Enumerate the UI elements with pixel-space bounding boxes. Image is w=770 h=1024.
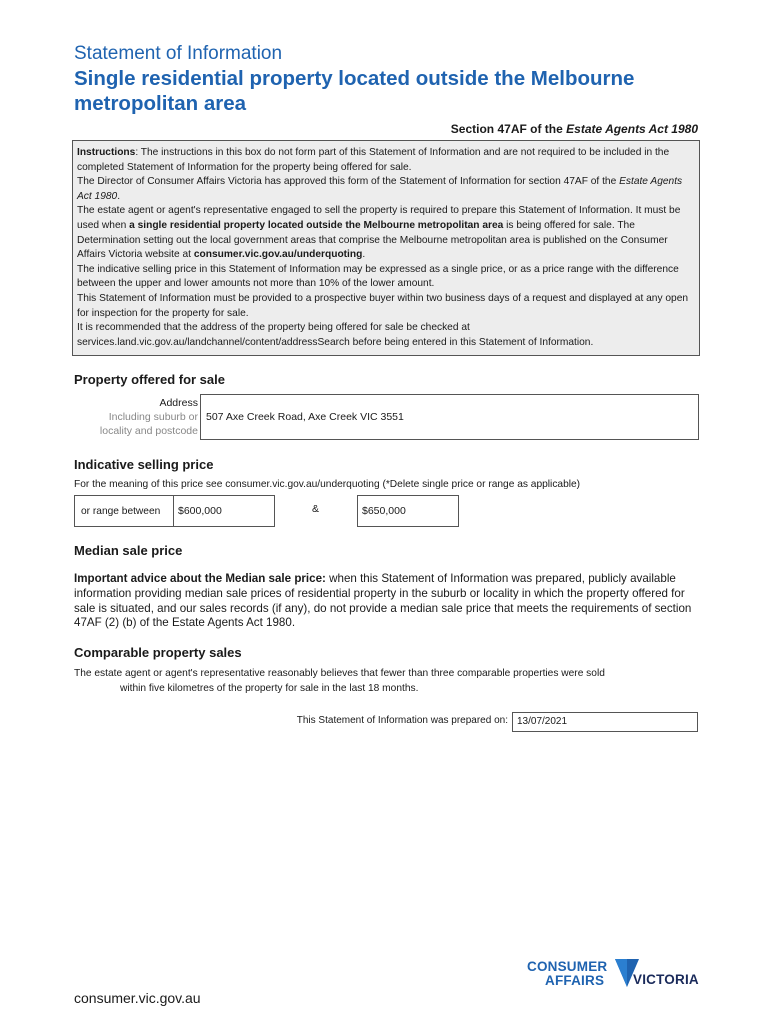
instructions-text: : The instructions in this box do not form part of this Statement of Information and are not required to be included in the completed Statement of Information for the property being offered for sale.	[77, 147, 670, 173]
consumer-affairs-victoria-logo	[527, 957, 705, 1007]
comparable-text	[74, 667, 704, 697]
address-label-line: Including suburb or	[108, 411, 198, 424]
price-meaning-text: For the meaning of this price see consumer.vic.gov.au/underquoting (*Delete single price or range as applicable)	[74, 479, 581, 490]
instructions-text: The Director of Consumer Affairs Victoria has approved this form of the Statement of Information for section 47AF of the	[77, 176, 620, 188]
instructions-text: .	[362, 249, 366, 261]
logo-text-affairs: AFFAIRS	[545, 973, 605, 988]
section-reference	[451, 122, 698, 136]
comparable-line: within five kilometres of the property for sale in the last 18 months.	[120, 682, 419, 694]
prepared-label: This Statement of Information was prepared on:	[296, 715, 508, 726]
instructions-paragraph: This Statement of Information must be provided to a prospective buyer within two business days of a request and displayed at any open for inspection for the property for sale.	[77, 292, 689, 319]
instructions-paragraph	[77, 146, 695, 175]
upper-price-field[interactable]: $650,000	[357, 495, 459, 527]
address-label-line: locality and postcode	[99, 425, 198, 438]
median-advice-label: Important advice about the Median sale price:	[74, 572, 326, 585]
comparable-line: The estate agent or agent's representative reasonably believes that fewer than three comparable properties were sold	[74, 668, 605, 679]
median-heading: Median sale price	[74, 543, 183, 558]
logo-text-consumer: CONSUMER	[527, 959, 608, 974]
instructions-url: consumer.vic.gov.au/underquoting	[193, 249, 363, 261]
price-heading: Indicative selling price	[74, 457, 214, 472]
logo-text-victoria: VICTORIA	[633, 972, 699, 987]
instructions-text: The estate agent or agent's representative engaged to sell the property is required to prepare this Statement of Information. It must be used when	[77, 205, 681, 231]
instructions-paragraph	[77, 175, 695, 204]
prepared-date-field[interactable]: 13/07/2021	[512, 712, 698, 732]
property-heading: Property offered for sale	[74, 372, 225, 387]
range-separator: &	[312, 503, 320, 515]
instructions-text: is being offered for sale. The Determination setting out the local government areas that comprise the Melbourne metropolitan area is published on the Consumer Affairs Victoria website at	[77, 219, 668, 261]
instructions-text: .	[117, 190, 121, 202]
instructions-box	[72, 140, 700, 356]
section-act: Estate Agents Act 1980	[566, 122, 698, 136]
instructions-paragraph	[77, 204, 695, 262]
page-title: Single residential property located outside the Melbourne metropolitan area	[74, 67, 635, 115]
section-prefix: Section 47AF of the	[450, 122, 567, 136]
range-label: or range between	[74, 495, 174, 527]
comparable-heading: Comparable property sales	[74, 645, 242, 660]
address-field[interactable]: 507 Axe Creek Road, Axe Creek VIC 3551	[200, 394, 699, 440]
instructions-paragraph: It is recommended that the address of the property being offered for sale be checked at services.land.vic.gov.au/landchannel/content/addressSearch before being entered in this Statement of Information.	[77, 322, 594, 348]
footer-url: consumer.vic.gov.au	[74, 990, 201, 1006]
instructions-paragraph: The indicative selling price in this Statement of Information may be expressed as a single price, or as a price range with the difference between the upper and lower amounts not more than 10% of the lower amount.	[77, 263, 679, 290]
instructions-act: Estate Agents Act 1980	[77, 176, 683, 202]
address-label-line: Address	[159, 397, 198, 409]
instructions-label: Instructions	[77, 147, 136, 158]
instructions-emphasis: a single residential property located outside the Melbourne metropolitan area	[129, 219, 504, 231]
median-advice	[74, 572, 704, 631]
address-label	[74, 396, 198, 439]
median-advice-text: when this Statement of Information was prepared, publicly available information providing median sale prices of residential property in the suburb or locality in which the property offered for sale is situated, and our sales records (if any), do not provide a median sale price that meets the requirements of section 47AF (2) (b) of the Estate Agents Act 1980.	[74, 572, 692, 630]
page-subtitle: Statement of Information	[74, 43, 283, 64]
lower-price-field[interactable]: $600,000	[173, 495, 275, 527]
